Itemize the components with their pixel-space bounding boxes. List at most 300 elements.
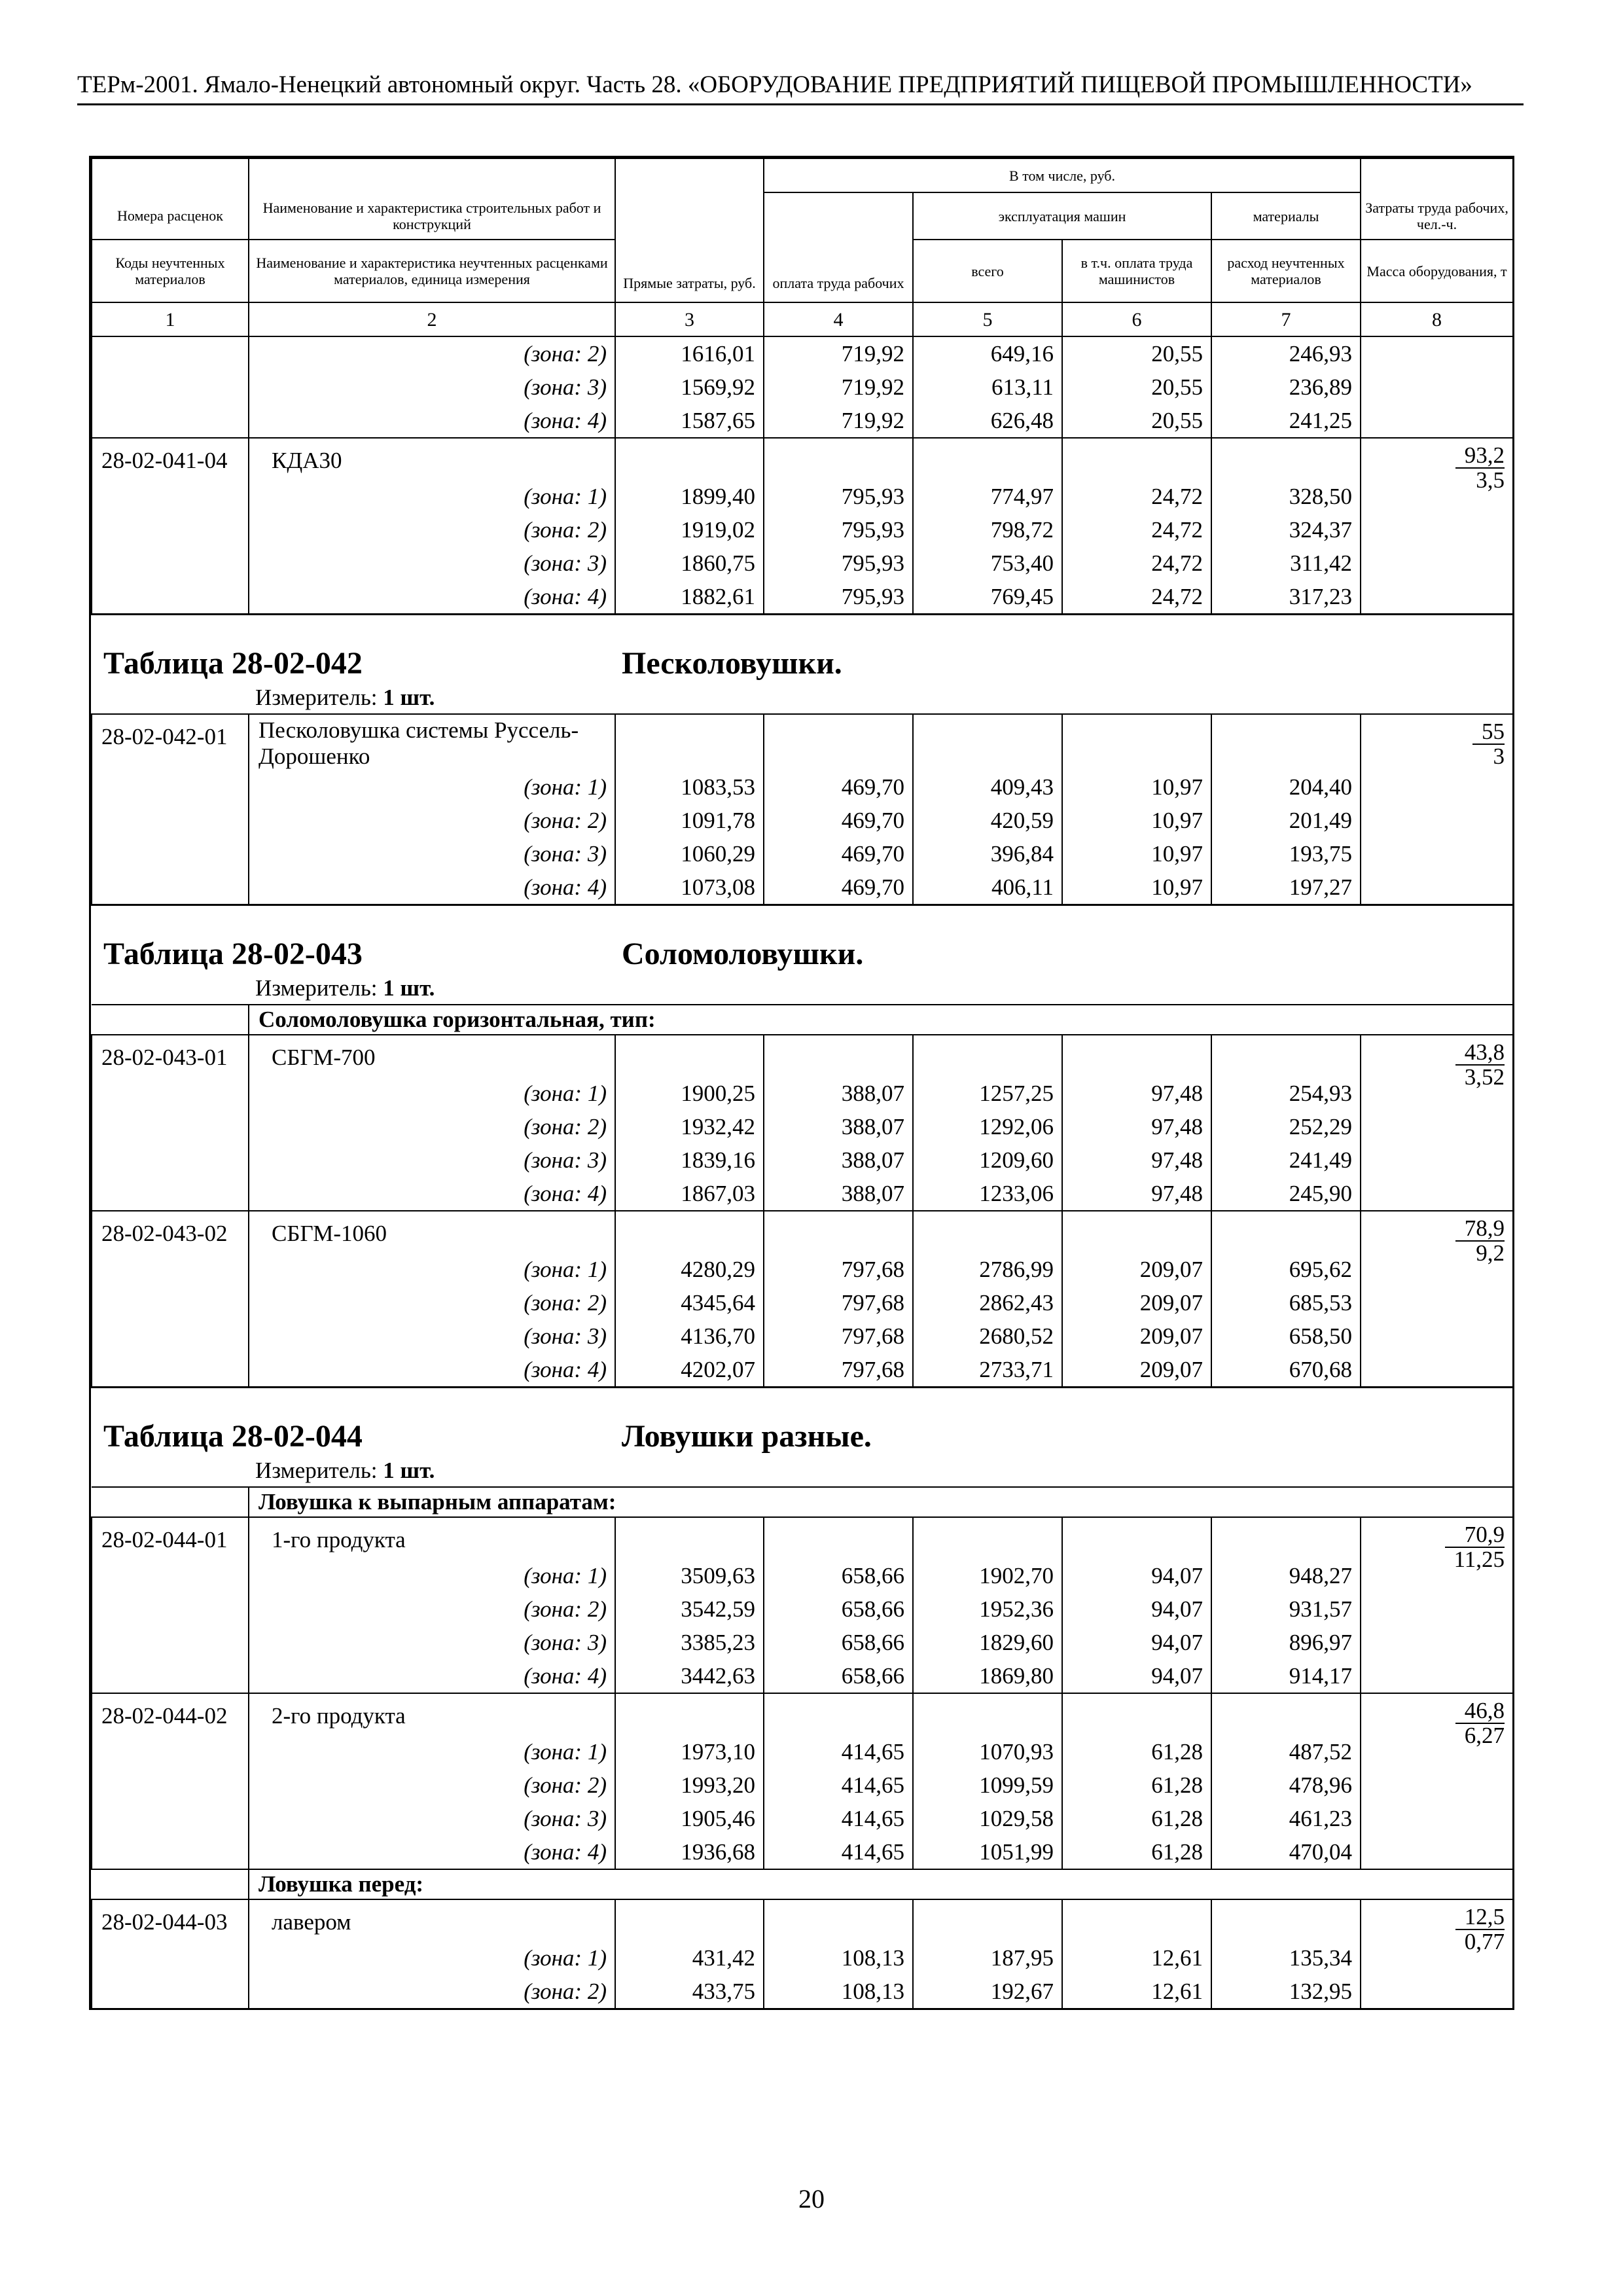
table-row: [92, 1286, 1513, 1319]
unit-value: 1 шт.: [383, 975, 435, 1001]
machines-total-value: 192,67: [913, 1975, 1062, 2008]
fraction-bottom: 3: [1493, 744, 1505, 769]
col-labor-costs: Затраты труда рабочих, чел.-ч.: [1361, 192, 1513, 240]
item-name: СБГМ-1060: [249, 1211, 615, 1253]
fraction-bottom: 3,52: [1464, 1064, 1505, 1090]
machines-total-value: 1292,06: [913, 1110, 1062, 1143]
table-row: [92, 1941, 1513, 1975]
col-rate-numbers: Номера расценок: [92, 192, 249, 240]
zone-label: (зона: 1): [249, 1077, 615, 1110]
labor-mass-fraction: [1361, 1899, 1513, 2008]
col-work-name: Наименование и характеристика строительных работ и конструкций: [249, 192, 615, 240]
driver-pay-value: 97,48: [1062, 1110, 1211, 1143]
driver-pay-value: 61,28: [1062, 1735, 1211, 1768]
rate-code: 28-02-043-02: [92, 1211, 249, 1388]
worker-pay-value: 795,93: [764, 580, 913, 615]
fraction-top: 93,2: [1455, 444, 1505, 469]
col-total: всего: [913, 240, 1062, 302]
worker-pay-value: 469,70: [764, 870, 913, 905]
machines-total-value: 2680,52: [913, 1319, 1062, 1353]
table-row: [92, 513, 1513, 547]
direct-costs-value: 431,42: [615, 1941, 764, 1975]
table-row: [92, 770, 1513, 804]
rate-code: 28-02-044-01: [92, 1517, 249, 1693]
table-body: [92, 336, 1513, 2008]
machines-total-value: 613,11: [913, 370, 1062, 404]
fraction-top: 12,5: [1455, 1905, 1505, 1930]
zone-label: (зона: 1): [249, 1559, 615, 1592]
machines-total-value: 2862,43: [913, 1286, 1062, 1319]
zone-label: (зона: 4): [249, 1353, 615, 1388]
unit-value: 1 шт.: [383, 685, 435, 710]
table-row: [92, 804, 1513, 837]
fraction-top: 78,9: [1455, 1217, 1505, 1242]
machines-total-value: 753,40: [913, 547, 1062, 580]
materials-value: 252,29: [1211, 1110, 1361, 1143]
direct-costs-value: 1993,20: [615, 1768, 764, 1802]
zone-label: (зона: 2): [249, 513, 615, 547]
materials-value: 317,23: [1211, 580, 1361, 615]
machines-total-value: 1869,80: [913, 1659, 1062, 1693]
zone-label: (зона: 4): [249, 1659, 615, 1693]
materials-value: 896,97: [1211, 1626, 1361, 1659]
table-row: [92, 1559, 1513, 1592]
worker-pay-value: 797,68: [764, 1353, 913, 1388]
subheading: Ловушка перед:: [249, 1869, 1513, 1899]
driver-pay-value: 94,07: [1062, 1626, 1211, 1659]
zone-label: (зона: 3): [249, 1626, 615, 1659]
table-name: Песколовушки.: [622, 646, 842, 681]
worker-pay-value: 414,65: [764, 1735, 913, 1768]
materials-value: 245,90: [1211, 1177, 1361, 1211]
direct-costs-value: 4202,07: [615, 1353, 764, 1388]
materials-value: 197,27: [1211, 870, 1361, 905]
item-name: 2-го продукта: [249, 1693, 615, 1735]
zone-label: (зона: 1): [249, 1253, 615, 1286]
labor-mass-fraction: [1361, 1211, 1513, 1388]
col-equipment-mass: Масса оборудования, т: [1361, 240, 1513, 302]
item-row-044-02: [92, 1693, 1513, 1735]
direct-costs-value: 1973,10: [615, 1735, 764, 1768]
table-row: [92, 580, 1513, 615]
worker-pay-value: 388,07: [764, 1177, 913, 1211]
driver-pay-value: 94,07: [1062, 1659, 1211, 1693]
worker-pay-value: 795,93: [764, 480, 913, 513]
machines-total-value: 187,95: [913, 1941, 1062, 1975]
driver-pay-value: 20,55: [1062, 404, 1211, 438]
labor-mass-fraction: [1361, 438, 1513, 615]
worker-pay-value: 414,65: [764, 1768, 913, 1802]
driver-pay-value: 209,07: [1062, 1319, 1211, 1353]
direct-costs-value: 433,75: [615, 1975, 764, 2008]
worker-pay-value: 797,68: [764, 1253, 913, 1286]
machines-total-value: 406,11: [913, 870, 1062, 905]
materials-value: 328,50: [1211, 480, 1361, 513]
labor-mass-fraction: [1361, 714, 1513, 905]
col-worker-pay: оплата труда рабочих: [764, 192, 913, 302]
worker-pay-value: 414,65: [764, 1802, 913, 1835]
table-row: [92, 1592, 1513, 1626]
table-row: [92, 404, 1513, 438]
machines-total-value: 1051,99: [913, 1835, 1062, 1869]
direct-costs-value: 1587,65: [615, 404, 764, 438]
item-name: СБГМ-700: [249, 1035, 615, 1077]
zone-label: (зона: 2): [249, 1286, 615, 1319]
direct-costs-value: 1073,08: [615, 870, 764, 905]
labor-mass-fraction: [1361, 1693, 1513, 1869]
zone-label: (зона: 1): [249, 770, 615, 804]
driver-pay-value: 12,61: [1062, 1941, 1211, 1975]
worker-pay-value: 719,92: [764, 404, 913, 438]
worker-pay-value: 108,13: [764, 1941, 913, 1975]
driver-pay-value: 10,97: [1062, 837, 1211, 870]
worker-pay-value: 388,07: [764, 1077, 913, 1110]
driver-pay-value: 97,48: [1062, 1077, 1211, 1110]
rates-table-sheet: [89, 156, 1514, 2010]
worker-pay-value: 797,68: [764, 1286, 913, 1319]
direct-costs-value: 1839,16: [615, 1143, 764, 1177]
driver-pay-value: 10,97: [1062, 770, 1211, 804]
direct-costs-value: 1860,75: [615, 547, 764, 580]
direct-costs-value: 3442,63: [615, 1659, 764, 1693]
table-row: [92, 1253, 1513, 1286]
table-row: [92, 336, 1513, 370]
machines-total-value: 1070,93: [913, 1735, 1062, 1768]
worker-pay-value: 658,66: [764, 1592, 913, 1626]
zone-label: (зона: 3): [249, 1143, 615, 1177]
table-row: [92, 1975, 1513, 2008]
table-row: [92, 1626, 1513, 1659]
direct-costs-value: 1905,46: [615, 1802, 764, 1835]
item-name: Песколовушка системы Руссель-Дорошенко: [249, 714, 615, 770]
col-index: 8: [1361, 302, 1513, 336]
materials-value: 670,68: [1211, 1353, 1361, 1388]
subheading-row: [92, 1005, 1513, 1035]
zone-label: (зона: 2): [249, 1110, 615, 1143]
col-unaccounted-names: Наименование и характеристика неучтенных расценками материалов, единица измерения: [249, 240, 615, 302]
zone-label: (зона: 3): [249, 837, 615, 870]
direct-costs-value: 1900,25: [615, 1077, 764, 1110]
zone-label: (зона: 1): [249, 1735, 615, 1768]
machines-total-value: 626,48: [913, 404, 1062, 438]
table-row: [92, 870, 1513, 905]
header-blank: [92, 158, 249, 192]
driver-pay-value: 97,48: [1062, 1143, 1211, 1177]
zone-label: (зона: 1): [249, 1941, 615, 1975]
table-row: [92, 1077, 1513, 1110]
machines-total-value: 798,72: [913, 513, 1062, 547]
table-row: [92, 1768, 1513, 1802]
table-number: Таблица 28-02-043: [103, 937, 363, 971]
fraction-bottom: 0,77: [1464, 1929, 1505, 1954]
machines-total-value: 1829,60: [913, 1626, 1062, 1659]
materials-value: 254,93: [1211, 1077, 1361, 1110]
zone-label: (зона: 3): [249, 1319, 615, 1353]
fraction-top: 55: [1472, 720, 1505, 745]
fraction-bottom: 3,5: [1476, 467, 1505, 493]
mass-cell: [1361, 336, 1513, 370]
materials-value: 470,04: [1211, 1835, 1361, 1869]
worker-pay-value: 658,66: [764, 1559, 913, 1592]
materials-value: 236,89: [1211, 370, 1361, 404]
machines-total-value: 1029,58: [913, 1802, 1062, 1835]
labor-mass-fraction: [1361, 1035, 1513, 1211]
worker-pay-value: 795,93: [764, 513, 913, 547]
table-row: [92, 1835, 1513, 1869]
col-including: В том числе, руб.: [764, 158, 1361, 192]
rate-code: 28-02-041-04: [92, 438, 249, 615]
running-header: ТЕРм-2001. Ямало-Ненецкий автономный округ. Часть 28. «ОБОРУДОВАНИЕ ПРЕДПРИЯТИЙ ПИЩЕВОЙ ПРОМЫШЛЕННОСТИ»: [77, 71, 1524, 105]
driver-pay-value: 209,07: [1062, 1286, 1211, 1319]
item-name: лавером: [249, 1899, 615, 1941]
page-number: 20: [798, 2184, 825, 2214]
item-name: КДА30: [249, 438, 615, 480]
materials-value: 695,62: [1211, 1253, 1361, 1286]
materials-value: 685,53: [1211, 1286, 1361, 1319]
col-index: 2: [249, 302, 615, 336]
direct-costs-value: 1936,68: [615, 1835, 764, 1869]
machines-total-value: 409,43: [913, 770, 1062, 804]
driver-pay-value: 61,28: [1062, 1768, 1211, 1802]
section-header-042: [92, 615, 1513, 715]
col-index: 4: [764, 302, 913, 336]
code-cell: [92, 336, 249, 370]
fraction-bottom: 9,2: [1476, 1240, 1505, 1266]
direct-costs-value: 1060,29: [615, 837, 764, 870]
labor-mass-fraction: [1361, 1517, 1513, 1693]
rates-table: [91, 158, 1514, 2008]
rate-code: 28-02-042-01: [92, 714, 249, 905]
zone-label: (зона: 4): [249, 580, 615, 615]
col-machine-operation: эксплуатация машин: [913, 192, 1211, 240]
direct-costs-value: 1616,01: [615, 336, 764, 370]
worker-pay-value: 414,65: [764, 1835, 913, 1869]
direct-costs-value: 1932,42: [615, 1110, 764, 1143]
materials-value: 948,27: [1211, 1559, 1361, 1592]
zone-label: (зона: 3): [249, 370, 615, 404]
materials-value: 311,42: [1211, 547, 1361, 580]
col-index: 6: [1062, 302, 1211, 336]
subheading-row: [92, 1869, 1513, 1899]
worker-pay-value: 658,66: [764, 1659, 913, 1693]
fraction-top: 70,9: [1445, 1523, 1505, 1548]
table-row: [92, 1735, 1513, 1768]
machines-total-value: 1099,59: [913, 1768, 1062, 1802]
worker-pay-value: 797,68: [764, 1319, 913, 1353]
zone-label: (зона: 1): [249, 480, 615, 513]
machines-total-value: 1257,25: [913, 1077, 1062, 1110]
mass-cell: [1361, 370, 1513, 404]
machines-total-value: 396,84: [913, 837, 1062, 870]
driver-pay-value: 24,72: [1062, 547, 1211, 580]
fraction-bottom: 11,25: [1454, 1547, 1505, 1572]
machines-total-value: 774,97: [913, 480, 1062, 513]
col-unaccounted-consumption: расход неучтенных материалов: [1211, 240, 1361, 302]
driver-pay-value: 209,07: [1062, 1353, 1211, 1388]
driver-pay-value: 12,61: [1062, 1975, 1211, 2008]
table-row: [92, 1177, 1513, 1211]
driver-pay-value: 24,72: [1062, 513, 1211, 547]
worker-pay-value: 108,13: [764, 1975, 913, 2008]
col-index: 5: [913, 302, 1062, 336]
table-name: Соломоловушки.: [622, 937, 864, 971]
direct-costs-value: 4280,29: [615, 1253, 764, 1286]
table-row: [92, 1353, 1513, 1388]
col-unaccounted-codes: Коды неучтенных материалов: [92, 240, 249, 302]
direct-costs-value: 3542,59: [615, 1592, 764, 1626]
direct-costs-value: 1083,53: [615, 770, 764, 804]
worker-pay-value: 469,70: [764, 804, 913, 837]
col-driver-pay: в т.ч. оплата труда машинистов: [1062, 240, 1211, 302]
driver-pay-value: 61,28: [1062, 1802, 1211, 1835]
item-name: 1-го продукта: [249, 1517, 615, 1559]
item-row-044-03: [92, 1899, 1513, 1941]
materials-value: 201,49: [1211, 804, 1361, 837]
worker-pay-value: 469,70: [764, 770, 913, 804]
materials-value: 914,17: [1211, 1659, 1361, 1693]
driver-pay-value: 24,72: [1062, 480, 1211, 513]
header-blank: [1361, 158, 1513, 192]
machines-total-value: 1233,06: [913, 1177, 1062, 1211]
direct-costs-value: 1919,02: [615, 513, 764, 547]
driver-pay-value: 209,07: [1062, 1253, 1211, 1286]
worker-pay-value: 388,07: [764, 1143, 913, 1177]
zone-label: (зона: 4): [249, 870, 615, 905]
driver-pay-value: 10,97: [1062, 870, 1211, 905]
table-row: [92, 1319, 1513, 1353]
materials-value: 658,50: [1211, 1319, 1361, 1353]
rate-code: 28-02-044-02: [92, 1693, 249, 1869]
col-direct-costs: Прямые затраты, руб.: [615, 158, 764, 302]
materials-value: 487,52: [1211, 1735, 1361, 1768]
unit-label: Измеритель:: [255, 975, 378, 1001]
fraction-top: 46,8: [1455, 1699, 1505, 1724]
materials-value: 132,95: [1211, 1975, 1361, 2008]
driver-pay-value: 20,55: [1062, 370, 1211, 404]
table-header: [92, 158, 1513, 336]
worker-pay-value: 658,66: [764, 1626, 913, 1659]
zone-label: (зона: 2): [249, 1975, 615, 2008]
materials-value: 246,93: [1211, 336, 1361, 370]
materials-value: 135,34: [1211, 1941, 1361, 1975]
worker-pay-value: 795,93: [764, 547, 913, 580]
unit-label: Измеритель:: [255, 685, 378, 710]
machines-total-value: 1902,70: [913, 1559, 1062, 1592]
fraction-top: 43,8: [1455, 1041, 1505, 1066]
mass-cell: [1361, 404, 1513, 438]
unit-value: 1 шт.: [383, 1458, 435, 1483]
table-number: Таблица 28-02-044: [103, 1419, 363, 1454]
rate-code: 28-02-044-03: [92, 1899, 249, 2008]
direct-costs-value: 1091,78: [615, 804, 764, 837]
zone-label: (зона: 2): [249, 804, 615, 837]
direct-costs-value: 1899,40: [615, 480, 764, 513]
col-index: 1: [92, 302, 249, 336]
driver-pay-value: 97,48: [1062, 1177, 1211, 1211]
direct-costs-value: 4136,70: [615, 1319, 764, 1353]
machines-total-value: 1209,60: [913, 1143, 1062, 1177]
direct-costs-value: 4345,64: [615, 1286, 764, 1319]
section-header-043: [92, 905, 1513, 1005]
item-row-043-01: [92, 1035, 1513, 1077]
unit-label: Измеритель:: [255, 1458, 378, 1483]
table-row: [92, 837, 1513, 870]
materials-value: 241,25: [1211, 404, 1361, 438]
worker-pay-value: 469,70: [764, 837, 913, 870]
worker-pay-value: 719,92: [764, 336, 913, 370]
table-number: Таблица 28-02-042: [103, 646, 363, 681]
zone-label: (зона: 4): [249, 1835, 615, 1869]
zone-label: (зона: 4): [249, 1177, 615, 1211]
table-row: [92, 1802, 1513, 1835]
worker-pay-value: 388,07: [764, 1110, 913, 1143]
direct-costs-value: 3509,63: [615, 1559, 764, 1592]
direct-costs-value: 1882,61: [615, 580, 764, 615]
item-row-042-01: [92, 714, 1513, 770]
machines-total-value: 2786,99: [913, 1253, 1062, 1286]
table-row: [92, 547, 1513, 580]
col-index: 7: [1211, 302, 1361, 336]
machines-total-value: 1952,36: [913, 1592, 1062, 1626]
driver-pay-value: 94,07: [1062, 1592, 1211, 1626]
rate-code: 28-02-043-01: [92, 1035, 249, 1211]
driver-pay-value: 61,28: [1062, 1835, 1211, 1869]
materials-value: 931,57: [1211, 1592, 1361, 1626]
driver-pay-value: 94,07: [1062, 1559, 1211, 1592]
zone-label: (зона: 2): [249, 1768, 615, 1802]
materials-value: 241,49: [1211, 1143, 1361, 1177]
zone-label: (зона: 2): [249, 336, 615, 370]
materials-value: 324,37: [1211, 513, 1361, 547]
zone-label: (зона: 4): [249, 404, 615, 438]
worker-pay-value: 719,92: [764, 370, 913, 404]
section-header-044: [92, 1388, 1513, 1488]
header-blank: [249, 158, 615, 192]
driver-pay-value: 10,97: [1062, 804, 1211, 837]
driver-pay-value: 24,72: [1062, 580, 1211, 615]
driver-pay-value: 20,55: [1062, 336, 1211, 370]
table-row: [92, 1110, 1513, 1143]
machines-total-value: 649,16: [913, 336, 1062, 370]
machines-total-value: 2733,71: [913, 1353, 1062, 1388]
materials-value: 193,75: [1211, 837, 1361, 870]
machines-total-value: 769,45: [913, 580, 1062, 615]
materials-value: 204,40: [1211, 770, 1361, 804]
code-cell: [92, 404, 249, 438]
direct-costs-value: 3385,23: [615, 1626, 764, 1659]
materials-value: 478,96: [1211, 1768, 1361, 1802]
zone-label: (зона: 3): [249, 1802, 615, 1835]
zone-label: (зона: 3): [249, 547, 615, 580]
item-row-041-04: [92, 438, 1513, 480]
table-row: [92, 480, 1513, 513]
item-row-044-01: [92, 1517, 1513, 1559]
subheading: Соломоловушка горизонтальная, тип:: [249, 1005, 1513, 1035]
item-row-043-02: [92, 1211, 1513, 1253]
machines-total-value: 420,59: [913, 804, 1062, 837]
table-name: Ловушки разные.: [622, 1419, 872, 1454]
zone-label: (зона: 2): [249, 1592, 615, 1626]
fraction-bottom: 6,27: [1464, 1723, 1505, 1748]
table-row: [92, 1659, 1513, 1693]
code-cell: [92, 370, 249, 404]
col-index: 3: [615, 302, 764, 336]
subheading: Ловушка к выпарным аппаратам:: [249, 1487, 1513, 1517]
table-row: [92, 1143, 1513, 1177]
subheading-row: [92, 1487, 1513, 1517]
direct-costs-value: 1867,03: [615, 1177, 764, 1211]
table-row: [92, 370, 1513, 404]
